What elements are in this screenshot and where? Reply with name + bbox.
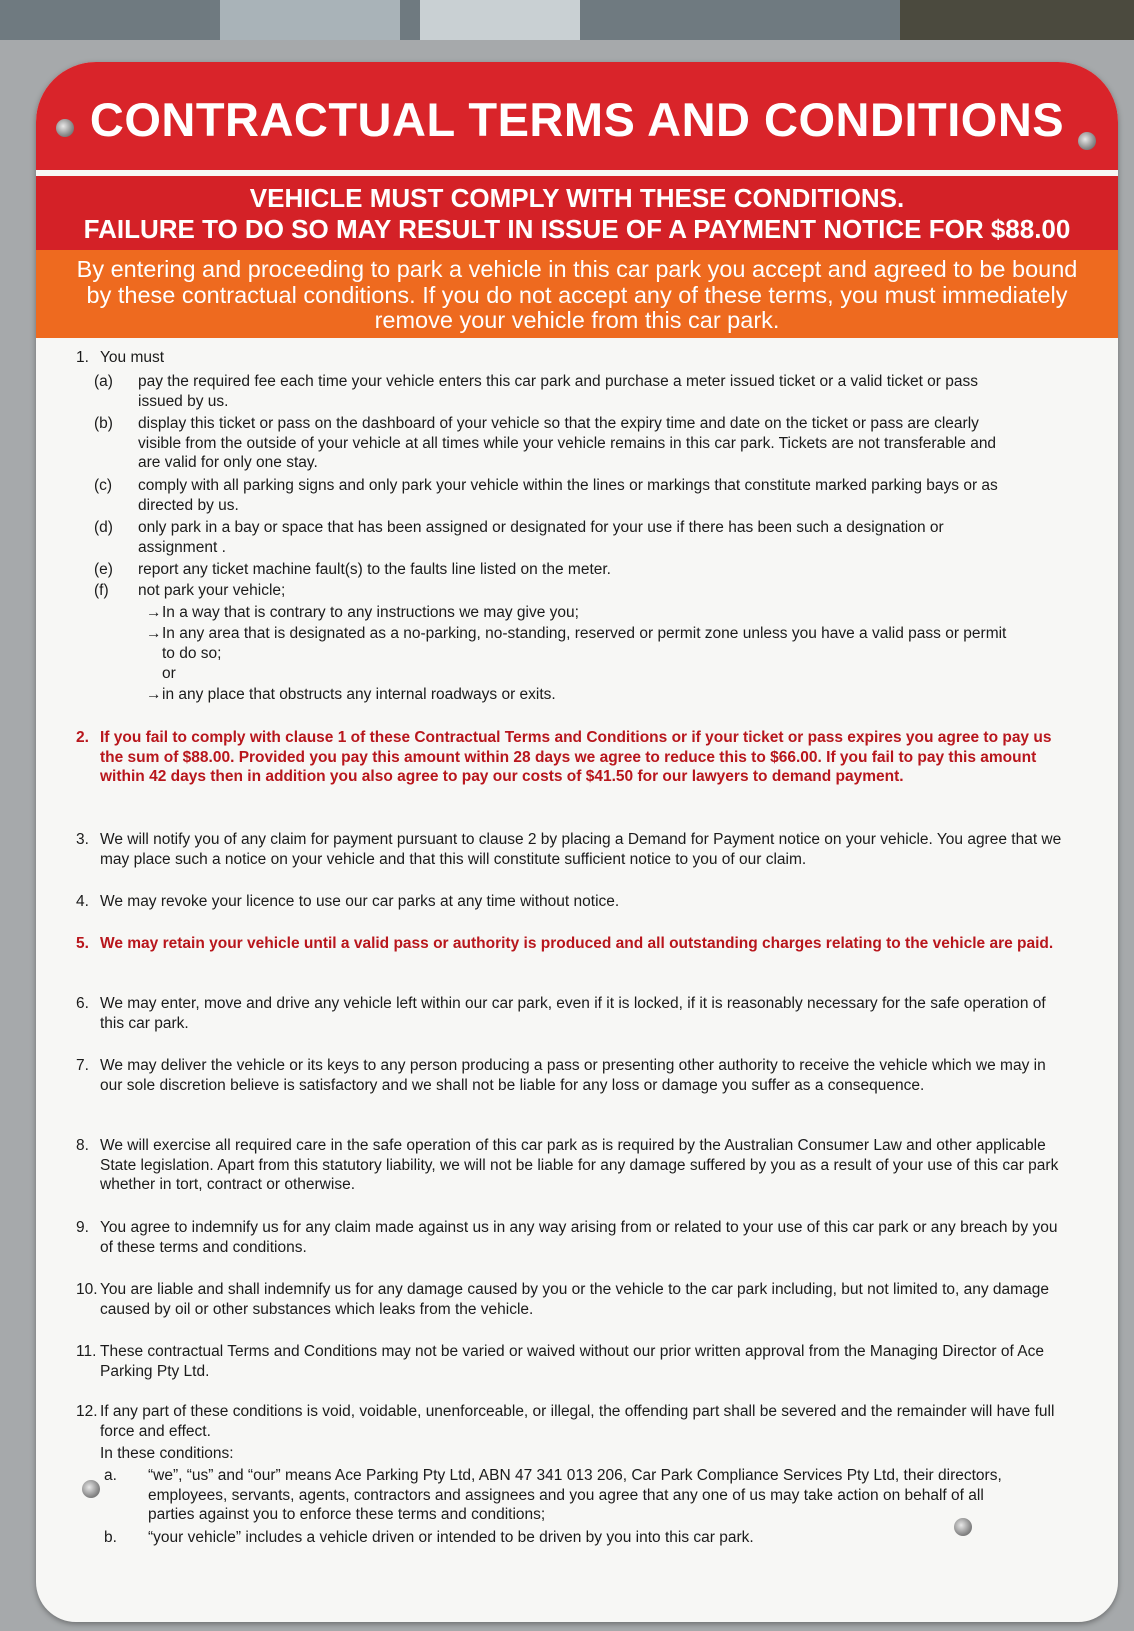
clause-text: We may deliver the vehicle or its keys to any person producing a pass or presenting other authority to receive the vehicle which we may in our sole discretion believe is satisfactory and we shall not be liable for any loss or damage you suffer as a consequence. bbox=[100, 1057, 1046, 1094]
sub-item-key: (a) bbox=[94, 373, 113, 390]
sub-item-text: pay the required fee each time your vehicle enters this car park and purchase a meter issued ticket or a valid ticket or pass issued by us. bbox=[138, 373, 979, 410]
sub-item-key: (f) bbox=[94, 582, 109, 599]
definition-key: a. bbox=[104, 1467, 117, 1484]
intro-text: By entering and proceeding to park a vehicle in this car park you accept and agreed to be bound by these contractual conditions. If you do not accept any of these terms, you must immediately remove your vehicle from this car park. bbox=[76, 256, 1078, 333]
clause-number: 6. bbox=[76, 995, 89, 1012]
sub-item-key: (c) bbox=[94, 477, 113, 494]
screw-icon bbox=[954, 1518, 972, 1536]
terms-body bbox=[36, 338, 1118, 1622]
clause-number: 7. bbox=[76, 1057, 89, 1074]
clause-number: 4. bbox=[76, 893, 89, 910]
clause-number: 11. bbox=[76, 1343, 97, 1360]
arrow-icon: → bbox=[146, 604, 162, 621]
clause-text: If you fail to comply with clause 1 of these Contractual Terms and Conditions or if your ticket or pass expires you agree to pay us the sum of $88.00. Provided you pay this amount within 28 days we agree to reduce this to $66.00. If you fail to pay this amount within 42 days then in addition you also agree to pay our costs of $41.50 for our lawyers to demand payment. bbox=[100, 729, 1052, 785]
sub-item-text: comply with all parking signs and only park your vehicle within the lines or markings that constitute marked parking bays or as directed by us. bbox=[138, 477, 998, 514]
screw-icon bbox=[1078, 132, 1096, 150]
arrow-icon: → bbox=[146, 625, 162, 642]
warning-line-1: VEHICLE MUST COMPLY WITH THESE CONDITIONS. bbox=[249, 183, 905, 213]
warning-line-2: FAILURE TO DO SO MAY RESULT IN ISSUE OF A PAYMENT NOTICE FOR $88.00 bbox=[83, 214, 1071, 244]
sub-item-text: not park your vehicle; bbox=[138, 582, 286, 599]
clause-text: We may revoke your licence to use our car parks at any time without notice. bbox=[100, 893, 620, 910]
definition-text: “your vehicle” includes a vehicle driven or intended to be driven by you into this car park. bbox=[148, 1529, 754, 1546]
sub-item-key: (d) bbox=[94, 519, 113, 536]
clause-text: We may retain your vehicle until a valid pass or authority is produced and all outstanding charges relating to the vehicle are paid. bbox=[100, 935, 1054, 952]
clause-number: 3. bbox=[76, 831, 89, 848]
warning-band bbox=[36, 176, 1118, 254]
definition-key: b. bbox=[104, 1529, 117, 1546]
screw-icon bbox=[82, 1480, 100, 1498]
definitions-heading-text: In these conditions: bbox=[100, 1445, 234, 1462]
clause-number: 12. bbox=[76, 1403, 98, 1420]
clause-number: 1. bbox=[76, 349, 89, 366]
intro-band bbox=[36, 250, 1118, 338]
arrow-icon: → bbox=[146, 686, 162, 703]
clause-number: 10. bbox=[76, 1281, 98, 1298]
clause-text: We will exercise all required care in the safe operation of this car park as is required by the Australian Consumer Law and other applicable State legislation. Apart from this statutory liability, we will not be liable for any damage suffered by you as a result of your use of this car park whether in tort, contract or otherwise. bbox=[100, 1137, 1059, 1193]
sub-item-text: display this ticket or pass on the dashboard of your vehicle so that the expiry time and date on the ticket or pass are clearly visible from the outside of your vehicle at all times while your vehicle remains in this car park. Tickets are not transferable and are valid for only one stay. bbox=[138, 415, 997, 471]
clause-text: We may enter, move and drive any vehicle left within our car park, even if it is locked, if it is reasonably necessary for the safe operation of this car park. bbox=[100, 995, 1046, 1032]
definition-text: “we”, “us” and “our” means Ace Parking Pty Ltd, ABN 47 341 013 206, Car Park Compliance Services Pty Ltd, their directors, employees, servants, agents, contractors and assignees and you agree that any one of us may take action on behalf of all parties against you to enforce these terms and conditions; bbox=[148, 1467, 1002, 1523]
clause-text: These contractual Terms and Conditions may not be varied or waived without our prior written approval from the Managing Director of Ace Parking Pty Ltd. bbox=[100, 1343, 1044, 1380]
screw-icon bbox=[56, 119, 74, 137]
clause-text: If any part of these conditions is void, voidable, unenforceable, or illegal, the offending part shall be severed and the remainder will have full force and effect. bbox=[100, 1403, 1055, 1440]
clause-heading: You must bbox=[100, 349, 165, 366]
sign-title: CONTRACTUAL TERMS AND CONDITIONS bbox=[89, 93, 1065, 146]
background-window bbox=[220, 0, 400, 42]
clause-text: You are liable and shall indemnify us for any damage caused by you or the vehicle to the car park including, but not limited to, any damage caused by oil or other substances which leaks from the vehicle. bbox=[100, 1281, 1049, 1318]
clause-text: We will notify you of any claim for payment pursuant to clause 2 by placing a Demand for Payment notice on your vehicle. You agree that we may place such a notice on your vehicle and that this will constitute sufficient notice to you of our claim. bbox=[100, 831, 1062, 868]
or-text: or bbox=[162, 665, 176, 682]
clause-number: 5. bbox=[76, 935, 89, 952]
clause-number: 9. bbox=[76, 1219, 89, 1236]
terms-sign bbox=[36, 62, 1118, 1622]
bullet-text: in any place that obstructs any internal roadways or exits. bbox=[162, 686, 556, 703]
sub-item-text: only park in a bay or space that has been assigned or designated for your use if there has been such a designation or assignment . bbox=[138, 519, 944, 556]
sub-item-key: (e) bbox=[94, 561, 113, 578]
title-band bbox=[36, 62, 1118, 170]
clause-number: 2. bbox=[76, 729, 89, 746]
sub-item-text: report any ticket machine fault(s) to the faults line listed on the meter. bbox=[138, 561, 611, 578]
background-window bbox=[420, 0, 580, 42]
bullet-text: In a way that is contrary to any instructions we may give you; bbox=[162, 604, 579, 621]
sub-item-key: (b) bbox=[94, 415, 113, 432]
bullet-text: In any area that is designated as a no-parking, no-standing, reserved or permit zone unless you have a valid pass or permit to do so; bbox=[162, 625, 1007, 662]
clause-number: 8. bbox=[76, 1137, 89, 1154]
clause-text: You agree to indemnify us for any claim made against us in any way arising from or related to your use of this car park or any breach by you of these terms and conditions. bbox=[100, 1219, 1058, 1256]
